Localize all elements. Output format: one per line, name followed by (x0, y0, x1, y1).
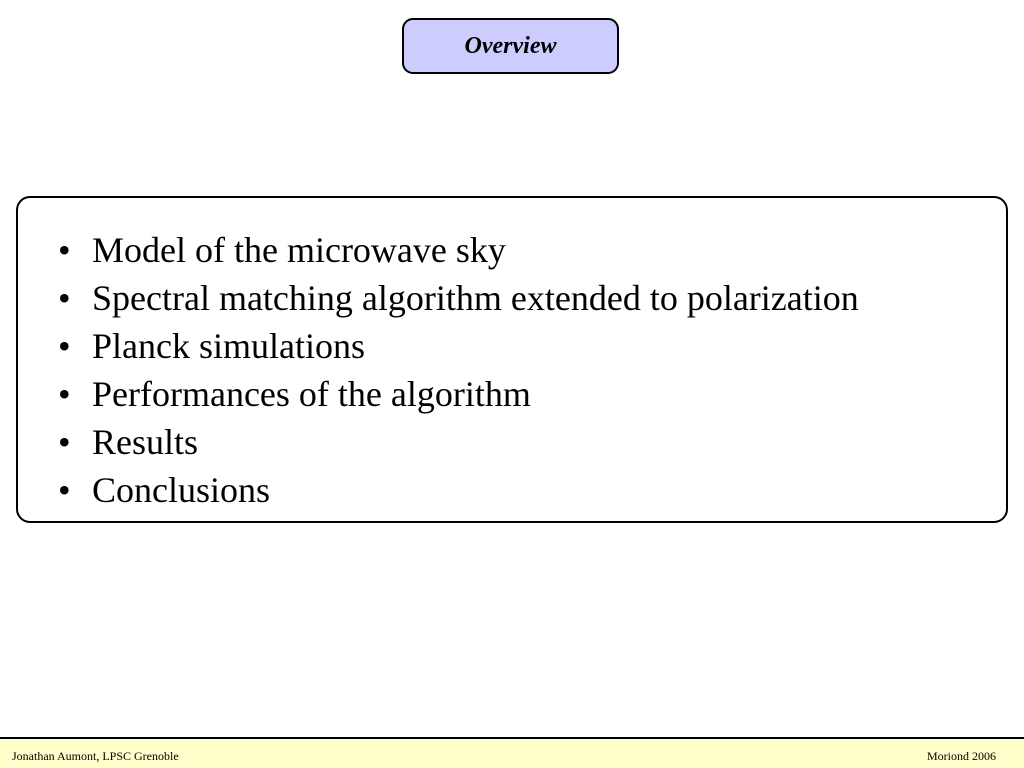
bullet-glyph: • (58, 326, 71, 366)
bullet-text: Planck simulations (92, 326, 365, 366)
overview-bullet-list (58, 226, 859, 514)
overview-content-box (16, 196, 1008, 523)
footer-event: Moriond 2006 (927, 749, 996, 763)
bullet-text: Performances of the algorithm (92, 374, 531, 414)
bullet-item-conclusions (58, 466, 859, 514)
bullet-item-spectral-matching (58, 274, 859, 322)
bullet-glyph: • (58, 422, 71, 462)
bullet-glyph: • (58, 278, 71, 318)
bullet-glyph: • (58, 374, 71, 414)
bullet-item-performances (58, 370, 859, 418)
bullet-item-planck-simulations (58, 322, 859, 370)
bullet-text: Results (92, 422, 199, 462)
bullet-text: Conclusions (92, 470, 271, 510)
bullet-item-results (58, 418, 859, 466)
bullet-text: Model of the microwave sky (92, 230, 506, 270)
bullet-text: Spectral matching algorithm extended to polarization (92, 278, 859, 318)
bullet-glyph: • (58, 230, 71, 270)
bullet-item-model (58, 226, 859, 274)
bullet-glyph: • (58, 470, 71, 510)
slide-title: Overview (402, 18, 619, 74)
footer-author: Jonathan Aumont, LPSC Grenoble (12, 749, 179, 763)
slide-footer (0, 737, 1024, 768)
